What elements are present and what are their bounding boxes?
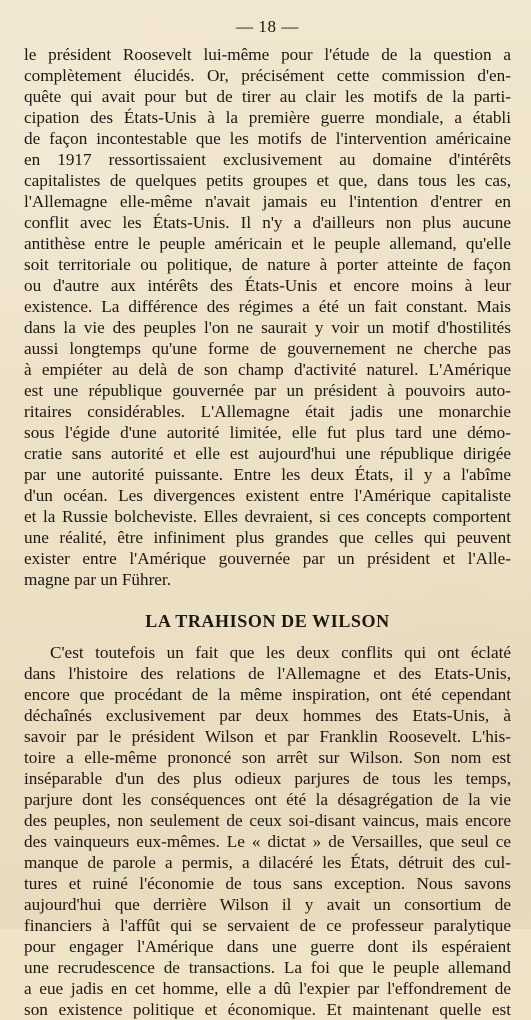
paragraph-2-line-9: des peuples, non seulement de ceux soi-disant vaincus, mais encore [24,811,511,830]
paragraph-1-line-24: une réalité, être infiniment plus grandes que celles qui peuvent [24,528,511,547]
paragraph-2-line-4: déchaînés exclusivement par deux hommes des Etats-Unis, à [24,706,511,725]
paragraph-1-line-6: en 1917 ressortissaient exclusivement au domaine d'intérêts [24,150,511,169]
paragraph-1-line-15: aussi longtemps qu'une forme de gouvernement ne cherche pas [24,339,511,358]
paragraph-1-line-26: magne par un Führer. [24,570,172,589]
paragraph-2-line-8: parjure dont les conséquences ont été la désagrégation de la vie [24,790,511,809]
paragraph-1-line-7: capitalistes de quelques petits groupes et que, dans tous les cas, [24,171,511,190]
paragraph-2-line-13: aujourd'hui que derrière Wilson il y avait un consortium de [24,895,511,914]
page-number: — 18 — [235,17,300,36]
paragraph-1-line-18: ritaires considérables. L'Allemagne était jadis une monarchie [24,402,511,421]
paragraph-1-line-3: quête qui avait pour but de tirer au clair les motifs de la parti- [24,87,511,106]
paragraph-2 [24,642,511,1020]
paragraph-1-line-25: exister entre l'Amérique gouvernée par un président et l'Alle- [24,549,511,568]
paragraph-2-line-7: inséparable d'un des plus odieux parjures de tous les temps, [24,769,511,788]
paragraph-1-line-12: ou d'autre aux intérêts des États-Unis et encore moins à leur [24,276,511,295]
paragraph-2-line-5: savoir par le président Wilson et par Franklin Roosevelt. L'his- [24,727,511,746]
paragraph-2-line-12: tures et ruiné l'économie de tous sans exception. Nous savons [24,874,511,893]
paragraph-1-line-23: et la Russie bolcheviste. Elles devraient, si ces concepts comportent [24,507,511,526]
paragraph-2-line-17: a eue jadis en cet homme, elle a dû l'expier par l'effondrement de [24,979,511,998]
paragraph-1-line-17: est une république gouvernée par un président à pouvoirs auto- [24,381,511,400]
paragraph-2-line-2: dans l'histoire des relations de l'Allemagne et des Etats-Unis, [24,664,511,683]
paragraph-2-line-18: son existence politique et économique. Et maintenant quelle est [24,1000,511,1019]
paragraph-2-line-1: C'est toutefois un fait que les deux conflits qui ont éclaté [50,643,511,662]
paragraph-2-line-14: financiers à l'affût qui se servaient de ce professeur paralytique [24,916,511,935]
paragraph-1-line-21: par une autorité puissante. Entre les deux États, il y a l'abîme [24,465,511,484]
paragraph-2-line-15: pour engager l'Amérique dans une guerre dont ils espéraient [24,937,511,956]
paragraph-1-line-2: complètement élucidés. Or, précisément cette commission d'en- [24,66,511,85]
paragraph-1-line-11: soit territoriale ou politique, de nature à porter atteinte de façon [24,255,511,274]
paragraph-1-line-8: l'Allemagne elle-même n'avait jamais eu l'intention d'entrer en [24,192,511,211]
paragraph-1-line-1: le président Roosevelt lui-même pour l'étude de la question a [24,45,511,64]
paragraph-2-line-16: une recrudescence de transactions. La foi que le peuple allemand [24,958,511,977]
paragraph-1-line-4: cipation des États-Unis à la première guerre mondiale, a établi [24,108,511,127]
paragraph-1-line-10: antithèse entre le peuple américain et le peuple allemand, qu'elle [24,234,511,253]
paragraph-2-line-3: encore que procédant de la même inspiration, ont été cependant [24,685,511,704]
paragraph-2-line-11: manque de parole a permis, a dilacéré les États, détruit des cul- [24,853,511,872]
paragraph-1-line-19: sous l'égide d'une autorité limitée, elle fut plus tard une démo- [24,423,511,442]
paragraph-1-line-22: d'un océan. Les divergences existent entre l'Amérique capitaliste [24,486,511,505]
paragraph-2-line-6: toire a elle-même prononcé son arrêt sur Wilson. Son nom est [24,748,511,767]
paragraph-1-line-13: existence. La différence des régimes a été un fait constant. Mais [24,297,511,316]
section-heading: LA TRAHISON DE WILSON [145,611,390,631]
paragraph-1-line-16: à empiéter au delà de son champ d'activité naturel. L'Amérique [24,360,511,379]
paragraph-1 [24,44,511,590]
paragraph-1-line-20: cratie sans autorité et elle est aujourd'hui une république dirigée [24,444,511,463]
paragraph-1-line-5: de façon incontestable que les motifs de l'intervention américaine [24,129,511,148]
paragraph-1-line-9: conflit avec les États-Unis. Il n'y a d'ailleurs non plus aucune [24,213,511,232]
paragraph-1-line-14: dans la vie des peuples l'on ne saurait y voir un motif d'hostilités [24,318,511,337]
paragraph-2-line-10: des vainqueurs eux-mêmes. Le « dictat » de Versailles, que seul ce [24,832,511,851]
